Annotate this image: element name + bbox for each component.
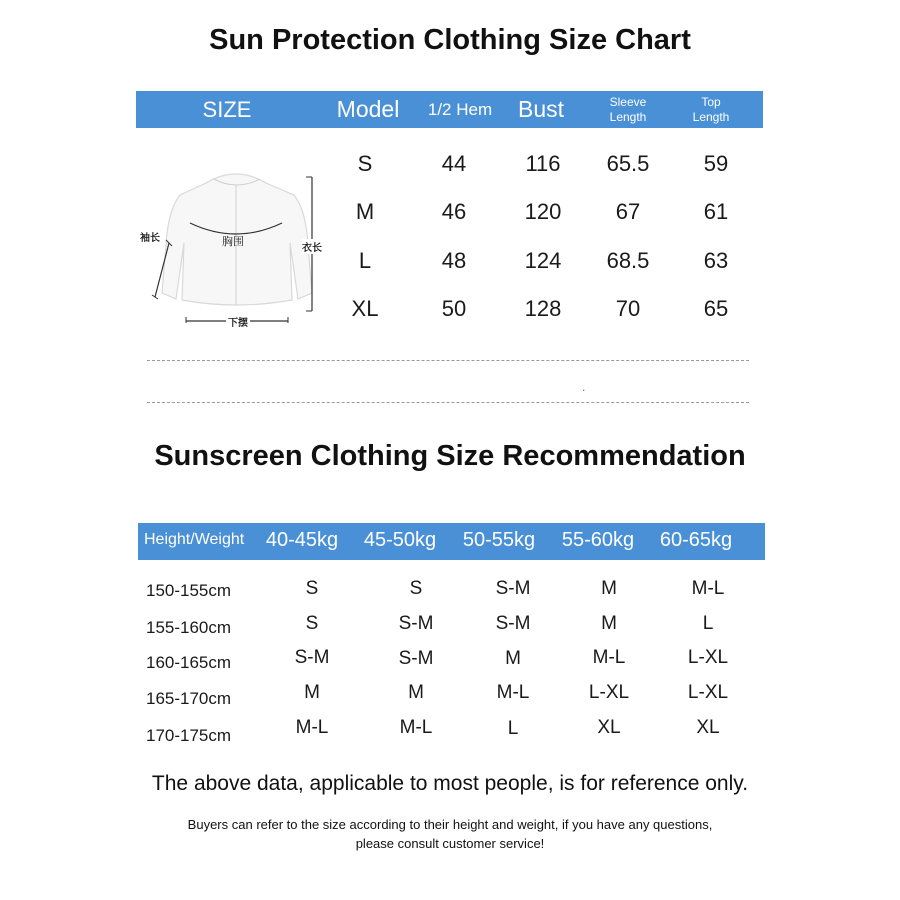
header-top-line2: Length — [692, 110, 730, 124]
recommendation-title: Sunscreen Clothing Size Recommendation — [154, 440, 746, 472]
size-recommendation-cell: M — [505, 648, 521, 669]
height-cell: 150-155cm — [146, 581, 232, 600]
size-recommendation-cell: M-L — [691, 578, 725, 599]
size-recommendation-cell: M-L — [399, 717, 433, 738]
size-cell-top: 65 — [703, 296, 729, 321]
size-cell-hem: 46 — [441, 199, 467, 224]
size-cell-top: 61 — [703, 199, 729, 224]
size-recommendation-cell: M-L — [295, 717, 329, 738]
size-recommendation-cell: L — [507, 718, 519, 739]
size-recommendation-cell: S — [305, 613, 319, 634]
size-recommendation-cell: XL — [597, 717, 621, 738]
size-recommendation-cell: L-XL — [588, 682, 630, 703]
size-recommendation-cell: M — [408, 682, 424, 703]
size-recommendation-cell: S-M — [398, 613, 434, 634]
size-cell-bust: 120 — [524, 199, 562, 224]
size-recommendation-cell: S — [305, 578, 319, 599]
size-recommendation-cell: M — [304, 682, 320, 703]
body-length-label: 衣长 — [302, 239, 322, 254]
header-size: SIZE — [202, 97, 252, 122]
header-height-weight: Height/Weight — [144, 531, 245, 548]
header-bust: Bust — [517, 96, 565, 122]
advice-line-1: Buyers can refer to the size according to their height and weight, if you have any questions, — [187, 817, 713, 832]
size-recommendation-cell: S-M — [495, 613, 531, 634]
header-hem: 1/2 Hem — [427, 100, 493, 119]
size-cell-model: XL — [351, 296, 379, 321]
size-cell-top: 63 — [703, 248, 729, 273]
height-cell: 155-160cm — [146, 618, 232, 637]
height-cell: 165-170cm — [146, 689, 232, 708]
size-cell-hem: 48 — [441, 248, 467, 273]
header-sleeve-line2: Length — [609, 110, 647, 124]
size-cell-model: S — [357, 151, 373, 176]
size-cell-sleeve: 65.5 — [606, 151, 650, 176]
size-recommendation-cell: M — [601, 613, 617, 634]
header-top-line1: Top — [701, 95, 721, 109]
hem-label: 下摆 — [226, 314, 250, 329]
size-cell-sleeve: 68.5 — [606, 248, 650, 273]
size-recommendation-cell: S-M — [495, 578, 531, 599]
header-top-length — [674, 95, 748, 125]
divider-dot: . — [582, 380, 586, 394]
size-chart-title: Sun Protection Clothing Size Chart — [209, 24, 691, 56]
size-cell-bust: 128 — [524, 296, 562, 321]
size-recommendation-cell: S — [409, 578, 423, 599]
size-recommendation-cell: M-L — [496, 682, 530, 703]
header-weight-range: 50-55kg — [462, 529, 536, 551]
size-cell-hem: 50 — [441, 296, 467, 321]
header-weight-range: 60-65kg — [659, 529, 733, 551]
height-cell: 170-175cm — [146, 726, 232, 745]
size-chart-header-bar — [136, 91, 763, 128]
size-recommendation-cell: M — [601, 578, 617, 599]
size-recommendation-cell: XL — [696, 717, 720, 738]
size-recommendation-cell: L — [702, 613, 714, 634]
size-recommendation-cell: M-L — [592, 647, 626, 668]
size-cell-model: L — [358, 248, 372, 273]
sleeve-length-label: 袖长 — [140, 229, 160, 244]
size-cell-sleeve: 67 — [615, 199, 641, 224]
size-cell-hem: 44 — [441, 151, 467, 176]
advice-line-2: please consult customer service! — [355, 836, 545, 851]
size-cell-bust: 124 — [524, 248, 562, 273]
garment-diagram — [136, 165, 336, 335]
size-cell-top: 59 — [703, 151, 729, 176]
dashed-divider — [147, 402, 749, 403]
header-sleeve-line1: Sleeve — [609, 95, 647, 109]
header-weight-range: 55-60kg — [561, 529, 635, 551]
chest-label: 胸围 — [222, 236, 244, 248]
size-recommendation-cell: L-XL — [687, 647, 729, 668]
size-cell-bust: 116 — [525, 151, 561, 176]
header-weight-range: 40-45kg — [265, 529, 339, 551]
size-cell-sleeve: 70 — [615, 296, 641, 321]
header-weight-range: 45-50kg — [363, 529, 437, 551]
recommendation-header-bar — [138, 523, 765, 560]
dashed-divider — [147, 360, 749, 361]
size-recommendation-cell: S-M — [398, 648, 434, 669]
height-cell: 160-165cm — [146, 653, 232, 672]
size-recommendation-cell: L-XL — [687, 682, 729, 703]
header-model: Model — [336, 96, 400, 122]
reference-note: The above data, applicable to most people, is for reference only. — [151, 772, 749, 795]
header-sleeve-length — [588, 95, 668, 125]
size-cell-model: M — [355, 199, 375, 224]
size-recommendation-cell: S-M — [294, 647, 330, 668]
